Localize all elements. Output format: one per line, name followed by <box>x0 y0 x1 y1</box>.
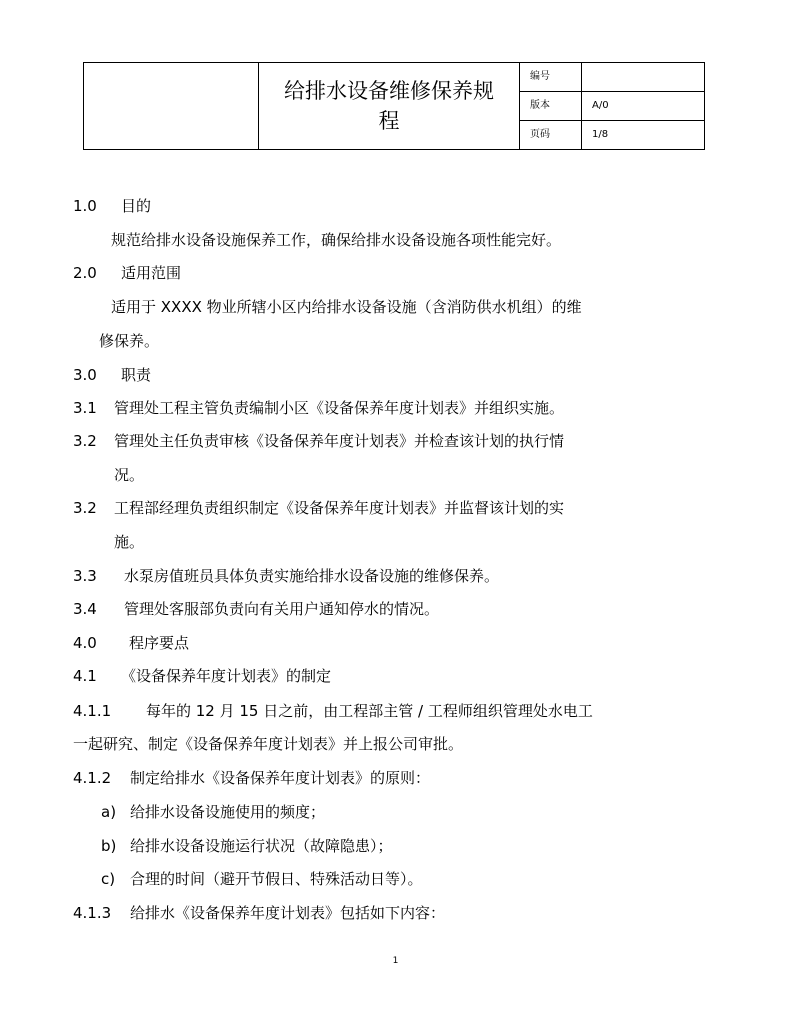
paragraph: 制定给排水《设备保养年度计划表》的原则： <box>130 769 431 787</box>
section-number: 4.1.1 <box>73 702 112 720</box>
section-heading: 目的 <box>121 197 152 215</box>
list-marker: c) <box>101 870 116 888</box>
list-marker: a) <box>101 803 117 821</box>
paragraph: 管理处工程主管负责编制小区《设备保养年度计划表》并组织实施。 <box>114 399 565 417</box>
meta-row-version <box>520 92 704 121</box>
section-number: 2.0 <box>73 264 97 282</box>
meta-value: A/0 <box>592 100 609 111</box>
paragraph: 管理处主任负责审核《设备保养年度计划表》并检查该计划的执行情 <box>114 432 565 450</box>
meta-value <box>583 63 704 91</box>
title-cell <box>259 63 520 149</box>
paragraph: 适用于 XXXX 物业所辖小区内给排水设备设施（含消防供水机组）的维 <box>111 298 582 316</box>
section-number: 4.1.3 <box>73 904 112 922</box>
meta-label: 版本 <box>520 92 582 120</box>
meta-cells <box>520 63 704 149</box>
section-number: 3.1 <box>73 399 97 417</box>
meta-row-page <box>520 121 704 149</box>
section-number: 3.2 <box>73 432 97 450</box>
section-number: 3.2 <box>73 499 97 517</box>
list-item: 给排水设备设施运行状况（故障隐患）； <box>130 837 393 855</box>
section-number: 4.1.2 <box>73 769 112 787</box>
section-number: 3.3 <box>73 567 97 585</box>
meta-value: 1/8 <box>592 129 609 140</box>
paragraph: 管理处客服部负责向有关用户通知停水的情况。 <box>124 600 440 618</box>
title-line-2: 程 <box>378 109 400 133</box>
paragraph: 一起研究、制定《设备保养年度计划表》并上报公司审批。 <box>73 735 464 753</box>
title-line-1: 给排水设备维修保养规 <box>284 79 494 103</box>
page-number: 1 <box>392 956 399 966</box>
paragraph: 水泵房值班员具体负责实施给排水设备设施的维修保养。 <box>124 567 500 585</box>
paragraph: 工程部经理负责组织制定《设备保养年度计划表》并监督该计划的实 <box>114 499 565 517</box>
list-item: 给排水设备设施使用的频度； <box>130 803 326 821</box>
meta-row-number <box>520 63 704 92</box>
paragraph: 《设备保养年度计划表》的制定 <box>121 667 332 685</box>
paragraph: 规范给排水设备设施保养工作，确保给排水设备设施各项性能完好。 <box>111 231 562 249</box>
meta-label: 编号 <box>520 63 582 91</box>
section-heading: 适用范围 <box>121 264 182 282</box>
paragraph: 给排水《设备保养年度计划表》包括如下内容： <box>130 904 446 922</box>
meta-label: 页码 <box>520 121 582 149</box>
section-heading: 职责 <box>121 366 152 384</box>
section-number: 3.0 <box>73 366 97 384</box>
document-title <box>274 76 504 136</box>
section-heading: 程序要点 <box>129 634 190 652</box>
paragraph: 修保养。 <box>99 332 160 350</box>
list-item: 合理的时间（避开节假日、特殊活动日等）。 <box>130 870 423 888</box>
section-number: 4.0 <box>73 634 97 652</box>
paragraph: 每年的 12 月 15 日之前，由工程部主管 / 工程师组织管理处水电工 <box>146 702 593 720</box>
paragraph: 施。 <box>114 533 145 551</box>
list-marker: b) <box>101 837 117 855</box>
section-number: 3.4 <box>73 600 97 618</box>
paragraph: 况。 <box>114 466 145 484</box>
logo-cell <box>84 63 259 149</box>
section-number: 1.0 <box>73 197 97 215</box>
header-table <box>83 62 705 150</box>
section-number: 4.1 <box>73 667 97 685</box>
